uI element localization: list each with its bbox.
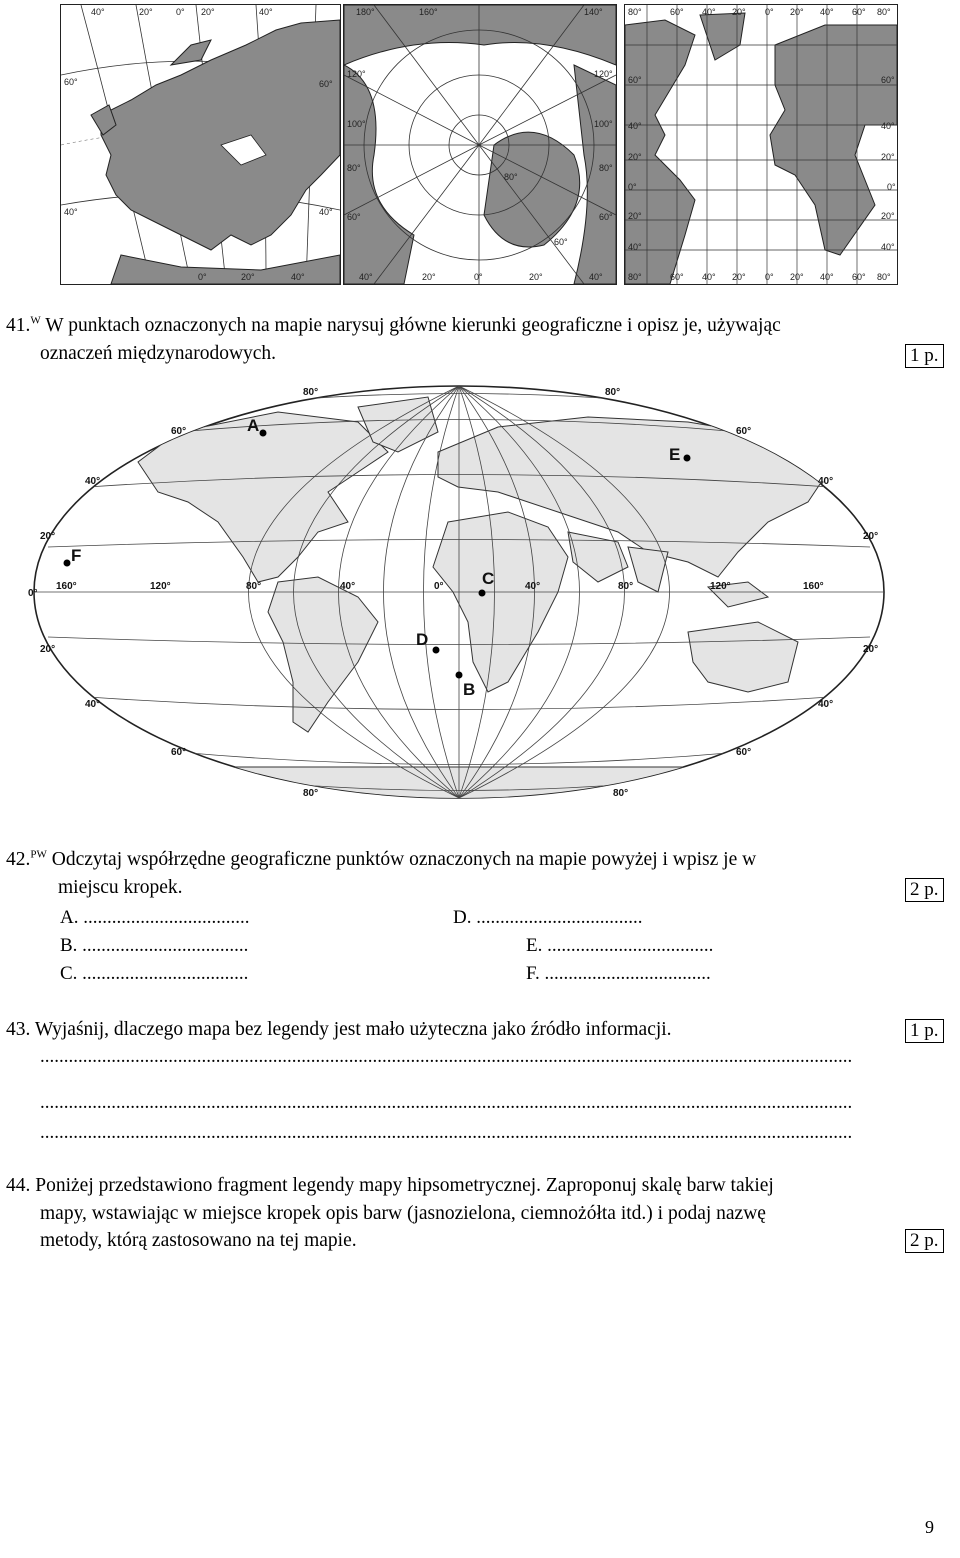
q42-answer-c[interactable]: C. ................................... — [60, 963, 249, 984]
europe-lbl-right-0: 60° — [319, 79, 333, 89]
europe-map — [60, 4, 341, 285]
atl-lbl-bottom-2: 40° — [702, 272, 716, 282]
q43-points: 1 p. — [905, 1019, 944, 1043]
world-lat-label: 40° — [85, 699, 101, 710]
arctic-map — [343, 4, 617, 285]
world-lat-label: 20° — [40, 531, 56, 542]
atl-lbl-right-1: 40° — [881, 121, 895, 131]
europe-lbl-left-1: 40° — [64, 207, 78, 217]
point-e-dot — [684, 455, 691, 462]
atl-lbl-bottom-1: 60° — [670, 272, 684, 282]
world-lat-label: 80° — [605, 387, 621, 398]
atl-lbl-bottom-4: 0° — [765, 272, 774, 282]
atl-lbl-top-5: 20° — [790, 7, 804, 17]
q42-answer-b[interactable]: B. ................................... — [60, 935, 249, 956]
world-lat-label: 40° — [818, 476, 834, 487]
point-f-label: F — [71, 546, 82, 565]
world-lat-label: 60° — [171, 426, 187, 437]
atl-lbl-right-2: 20° — [881, 152, 895, 162]
q42-answer-d[interactable]: D. ................................... — [453, 907, 643, 928]
q43-text: Wyjaśnij, dlaczego mapa bez legendy jest mało użyteczna jako źródło informacji. — [34, 1019, 672, 1040]
q44-text-3: metody, którą zastosowano na tej mapie. — [40, 1230, 357, 1251]
point-b-label: B — [463, 680, 476, 699]
europe-lbl-bottom-0: 0° — [198, 272, 207, 282]
atl-lbl-right-3: 0° — [887, 182, 896, 192]
atl-lbl-left-3: 0° — [628, 182, 637, 192]
q42-answer-a[interactable]: A. ................................... — [60, 907, 250, 928]
point-a-label: A — [247, 416, 260, 435]
q43-answer-line-3[interactable]: ........................................................................................................................................................................... — [40, 1122, 853, 1143]
arctic-lbl-right-2: 80° — [599, 163, 613, 173]
world-lon-label: 160° — [803, 581, 824, 592]
world-lat-label: 80° — [613, 788, 629, 799]
q41-text-1: W punktach oznaczonych na mapie narysuj główne kierunki geograficzne i opisz je, używając — [45, 315, 781, 336]
atl-lbl-right-0: 60° — [881, 75, 895, 85]
q44-text-2: mapy, wstawiając w miejsce kropek opis barw (jasnozielona, ciemnożółta itd.) i podaj nazwę — [40, 1203, 766, 1224]
world-lat-label: 60° — [736, 747, 752, 758]
europe-lbl-right-1: 40° — [319, 207, 333, 217]
atl-lbl-top-3: 20° — [732, 7, 746, 17]
world-lat-label: 40° — [85, 476, 101, 487]
europe-lbl-bottom-2: 40° — [291, 272, 305, 282]
point-d-label: D — [416, 630, 429, 649]
q42-answer-e[interactable]: E. ................................... — [526, 935, 714, 956]
world-lon-label: 40° — [525, 581, 541, 592]
arctic-lbl-bottom-2: 0° — [474, 272, 483, 282]
q44-line3 — [40, 1227, 357, 1254]
europe-lbl-top-0: 40° — [91, 7, 105, 17]
q41-text-2: oznaczeń międzynarodowych. — [40, 343, 277, 364]
arctic-lbl-left-0: 120° — [347, 69, 366, 79]
q42-answer-f[interactable]: F. ................................... — [526, 963, 711, 984]
q41-points: 1 p. — [905, 344, 944, 368]
arctic-lbl-bottom-1: 20° — [422, 272, 436, 282]
q43-answer-line-2[interactable]: ........................................................................................................................................................................... — [40, 1092, 853, 1113]
world-map — [28, 382, 890, 802]
point-e-label: E — [669, 445, 681, 464]
q42-text-2: miejscu kropek. — [58, 877, 183, 898]
q42-points: 2 p. — [905, 878, 944, 902]
world-lat-label: 60° — [736, 426, 752, 437]
atl-lbl-bottom-7: 60° — [852, 272, 866, 282]
atl-lbl-right-4: 20° — [881, 211, 895, 221]
q44-line2 — [40, 1200, 766, 1227]
world-lat-label: 20° — [863, 644, 879, 655]
world-lon-label: 160° — [56, 581, 77, 592]
q44-points: 2 p. — [905, 1229, 944, 1253]
world-lon-label: 40° — [340, 581, 356, 592]
atl-lbl-bottom-6: 40° — [820, 272, 834, 282]
world-lat-label: 80° — [303, 387, 319, 398]
world-lon-label: 120° — [150, 581, 171, 592]
q43-line1 — [6, 1016, 672, 1043]
atl-lbl-bottom-0: 80° — [628, 272, 642, 282]
q41-line1 — [6, 312, 781, 339]
atl-lbl-bottom-3: 20° — [732, 272, 746, 282]
q42-text-1: Odczytaj współrzędne geograficzne punktów oznaczonych na mapie powyżej i wpisz je w — [51, 849, 757, 870]
atl-lbl-left-1: 40° — [628, 121, 642, 131]
q42-number: 42. — [6, 849, 31, 870]
world-lon-label: 120° — [710, 581, 731, 592]
arctic-lbl-right-0: 120° — [594, 69, 613, 79]
arctic-lbl-top-2: 140° — [584, 7, 603, 17]
atl-lbl-left-2: 20° — [628, 152, 642, 162]
arctic-lbl-bottom-3: 20° — [529, 272, 543, 282]
europe-lbl-top-1: 20° — [139, 7, 153, 17]
page-number: 9 — [925, 1517, 934, 1537]
europe-lbl-top-3: 20° — [201, 7, 215, 17]
point-b-dot — [456, 672, 463, 679]
arctic-lbl-inner-1: 60° — [554, 237, 568, 247]
atl-lbl-top-4: 0° — [765, 7, 774, 17]
atl-lbl-top-8: 80° — [877, 7, 891, 17]
atl-lbl-bottom-8: 80° — [877, 272, 891, 282]
q41-number: 41. — [6, 315, 31, 336]
point-d-dot — [433, 647, 440, 654]
q41-tag: W — [30, 314, 41, 327]
atlantic-map — [624, 4, 898, 285]
atl-lbl-right-5: 40° — [881, 242, 895, 252]
q42-tag: PW — [30, 848, 47, 861]
world-lat-label: 40° — [818, 699, 834, 710]
atl-lbl-left-4: 20° — [628, 211, 642, 221]
point-f-dot — [64, 560, 71, 567]
world-lon-label: 0° — [434, 581, 444, 592]
arctic-lbl-right-1: 100° — [594, 119, 613, 129]
europe-lbl-left-0: 60° — [64, 77, 78, 87]
world-lat-label: 60° — [171, 747, 187, 758]
atl-lbl-bottom-5: 20° — [790, 272, 804, 282]
arctic-lbl-bottom-0: 40° — [359, 272, 373, 282]
atl-lbl-left-5: 40° — [628, 242, 642, 252]
world-lat-label: 20° — [40, 644, 56, 655]
world-lon-label: 80° — [618, 581, 634, 592]
arctic-lbl-top-0: 180° — [356, 7, 375, 17]
atl-lbl-top-0: 80° — [628, 7, 642, 17]
arctic-lbl-bottom-4: 40° — [589, 272, 603, 282]
q44-line1 — [6, 1172, 774, 1199]
q42-line1 — [6, 846, 756, 873]
q41-line2 — [40, 340, 276, 367]
arctic-lbl-left-3: 60° — [347, 212, 361, 222]
q43-answer-line-1[interactable]: ........................................................................................................................................................................... — [40, 1046, 853, 1067]
arctic-lbl-left-1: 100° — [347, 119, 366, 129]
world-lat-label: 80° — [303, 788, 319, 799]
q42-line2 — [58, 874, 183, 901]
world-lon-label: 80° — [246, 581, 262, 592]
q44-number: 44. — [6, 1175, 31, 1196]
atl-lbl-left-0: 60° — [628, 75, 642, 85]
arctic-lbl-inner-0: 80° — [504, 172, 518, 182]
q43-number: 43. — [6, 1019, 31, 1040]
point-a-dot — [260, 430, 267, 437]
arctic-lbl-top-1: 160° — [419, 7, 438, 17]
arctic-lbl-left-2: 80° — [347, 163, 361, 173]
world-lat-label: 20° — [863, 531, 879, 542]
world-lat-label: 0° — [28, 588, 38, 599]
atl-lbl-top-7: 60° — [852, 7, 866, 17]
europe-lbl-top-2: 0° — [176, 7, 185, 17]
q44-text-1: Poniżej przedstawiono fragment legendy mapy hipsometrycznej. Zaproponuj skalę barw takiej — [35, 1175, 774, 1196]
atl-lbl-top-2: 40° — [702, 7, 716, 17]
atl-lbl-top-1: 60° — [670, 7, 684, 17]
atl-lbl-top-6: 40° — [820, 7, 834, 17]
arctic-lbl-right-3: 60° — [599, 212, 613, 222]
europe-lbl-bottom-1: 20° — [241, 272, 255, 282]
point-c-label: C — [482, 569, 495, 588]
europe-lbl-top-4: 40° — [259, 7, 273, 17]
point-c-dot — [479, 590, 486, 597]
